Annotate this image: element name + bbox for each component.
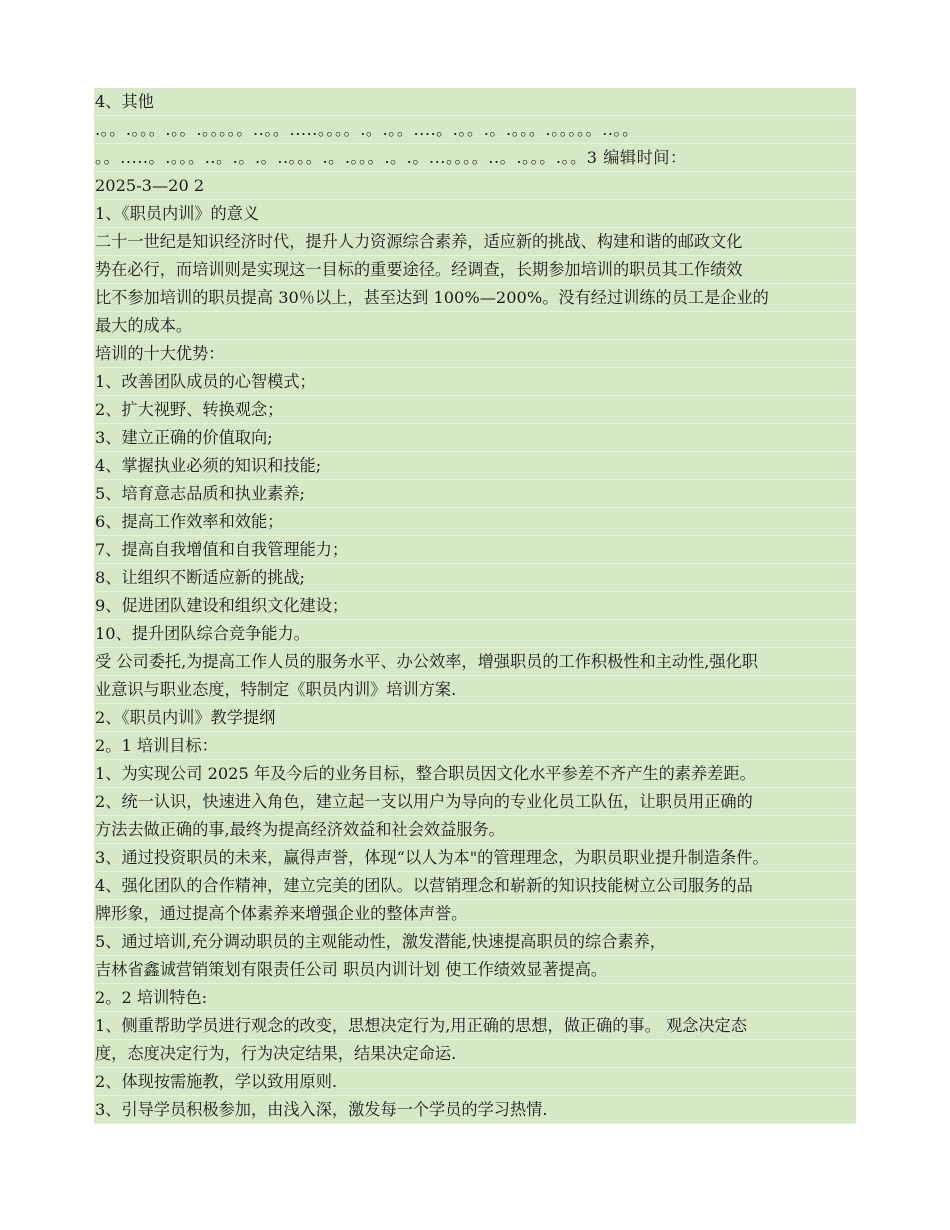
list-heading: 培训的十大优势：: [94, 340, 856, 368]
paragraph-line: 二十一世纪是知识经济时代，提升人力资源综合素养，适应新的挑战、构建和谐的邮政文化: [94, 228, 856, 256]
list-item: 1、侧重帮助学员进行观念的改变，思想决定行为,用正确的思想，做正确的事。 观念决定态: [94, 1012, 856, 1040]
paragraph-line: 最大的成本。: [94, 312, 856, 340]
list-item: 8、让组织不断适应新的挑战;: [94, 564, 856, 592]
list-item: 7、提高自我增值和自我管理能力；: [94, 536, 856, 564]
paragraph-line: 业意识与职业态度，特制定《职员内训》培训方案.: [94, 676, 856, 704]
dotted-leader-line: .。。.。。。.。。.。。。。。..。。.....。。。。.。.。。....。.。。.。.。。。.。。。。。..。。: [94, 116, 856, 144]
document-body: [94, 88, 856, 1124]
list-item: 4、掌握执业必须的知识和技能;: [94, 452, 856, 480]
subsection-heading: 2。1 培训目标：: [94, 732, 856, 760]
list-item: 2、统一认识，快速进入角色，建立起一支以用户为导向的专业化员工队伍，让职员用正确的: [94, 788, 856, 816]
paragraph-line: 吉林省鑫诚营销策划有限责任公司 职员内训计划 使工作绩效显著提高。: [94, 956, 856, 984]
list-item: 5、培育意志品质和执业素养;: [94, 480, 856, 508]
list-item-continuation: 方法去做正确的事,最终为提高经济效益和社会效益服务。: [94, 816, 856, 844]
section-heading: 4、其他: [94, 88, 856, 116]
paragraph-line: 势在必行，而培训则是实现这一目标的重要途径。经调查，长期参加培训的职员其工作绩效: [94, 256, 856, 284]
list-item: 6、提高工作效率和效能；: [94, 508, 856, 536]
list-item: 3、通过投资职员的未来，赢得声誉，体现“以人为本"的管理理念，为职员职业提升制造条件。: [94, 844, 856, 872]
list-item: 3、建立正确的价值取向;: [94, 424, 856, 452]
section-heading: 2、《职员内训》教学提纲: [94, 704, 856, 732]
paragraph-line: 受 公司委托,为提高工作人员的服务水平、办公效率，增强职员的工作积极性和主动性,强化职: [94, 648, 856, 676]
list-item: 4、强化团队的合作精神，建立完美的团队。以营销理念和崭新的知识技能树立公司服务的品: [94, 872, 856, 900]
list-item: 10、提升团队综合竞争能力。: [94, 620, 856, 648]
list-item: 5、通过培训,充分调动职员的主观能动性，激发潜能,快速提高职员的综合素养，: [94, 928, 856, 956]
dotted-leader-line-edit-time: 。。.....。.。。。..。.。.。..。。。.。.。。。.。.。...。。。。..。.。。。.。。3 编辑时间：: [94, 144, 856, 172]
list-item: 1、为实现公司 2025 年及今后的业务目标，整合职员因文化水平参差不齐产生的素养差距。: [94, 760, 856, 788]
list-item: 9、促进团队建设和组织文化建设；: [94, 592, 856, 620]
list-item: 2、扩大视野、转换观念；: [94, 396, 856, 424]
paragraph-line: 比不参加培训的职员提高 30％以上，甚至达到 100%—200%。没有经过训练的员工是企业的: [94, 284, 856, 312]
section-heading: 1、《职员内训》的意义: [94, 200, 856, 228]
list-item-continuation: 度，态度决定行为，行为决定结果，结果决定命运.: [94, 1040, 856, 1068]
list-item: 1、改善团队成员的心智模式；: [94, 368, 856, 396]
subsection-heading: 2。2 培训特色:: [94, 984, 856, 1012]
list-item: 2、体现按需施教，学以致用原则.: [94, 1068, 856, 1096]
edit-date: 2025-3—20 2: [94, 172, 856, 200]
list-item-continuation: 牌形象，通过提高个体素养来增强企业的整体声誉。: [94, 900, 856, 928]
list-item: 3、引导学员积极参加，由浅入深，激发每一个学员的学习热情.: [94, 1096, 856, 1124]
